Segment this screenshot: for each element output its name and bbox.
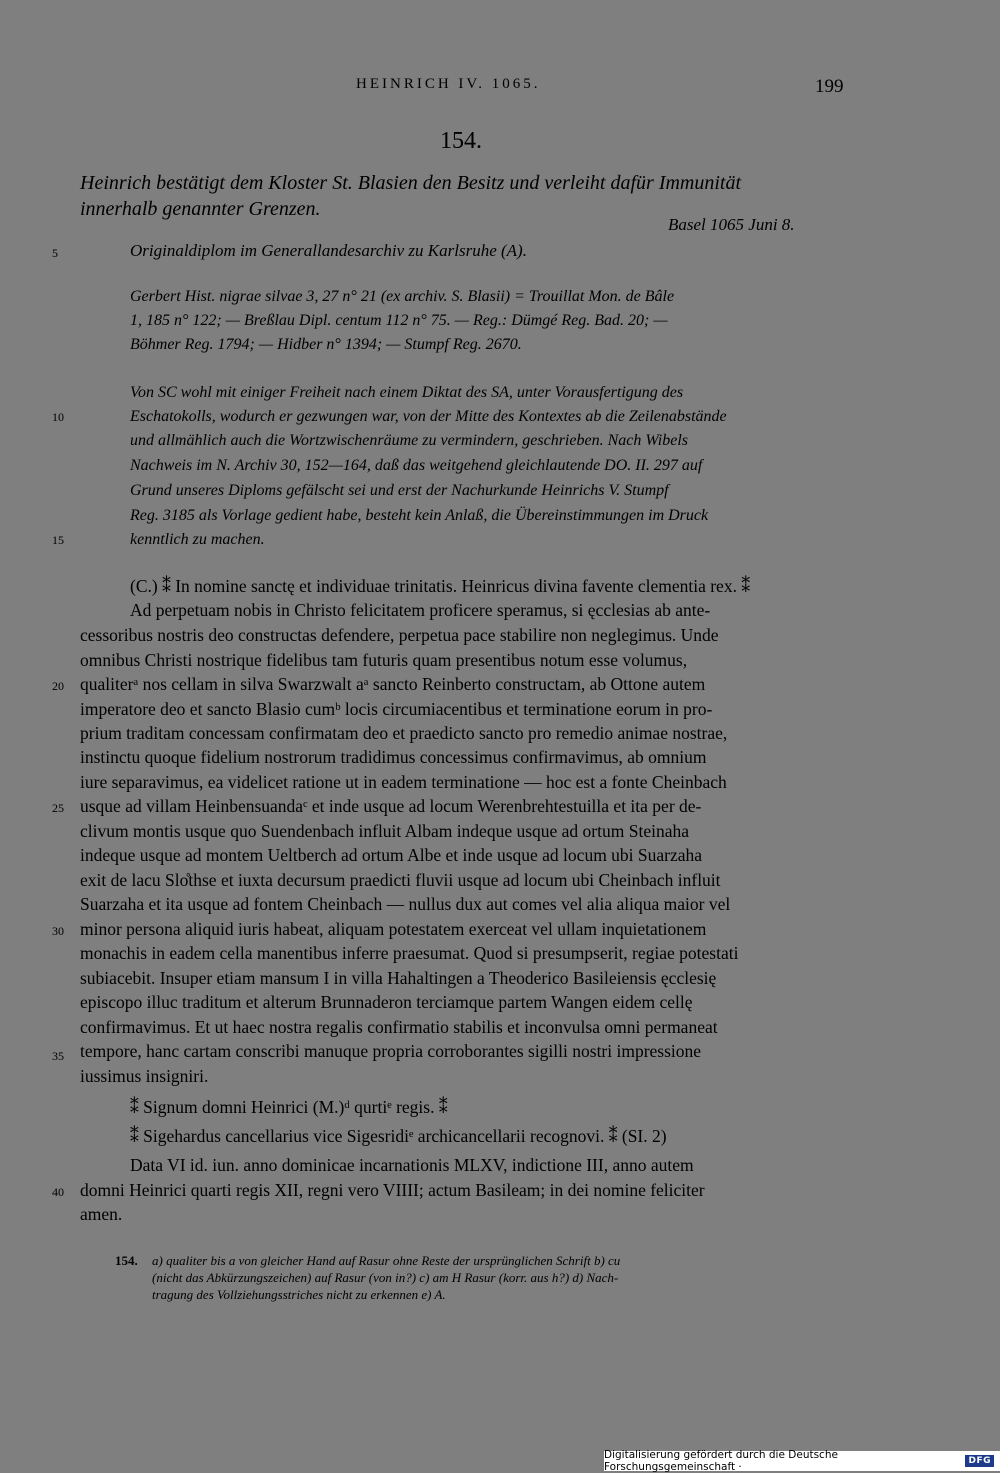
text-line: iussimus insigniri. <box>80 1066 209 1086</box>
text-line: prium traditam concessam confirmatam deo et praedicto sancto pro remedio animae nostrae, <box>80 723 728 743</box>
footnote-line: a) qualiter bis a von gleicher Hand auf Rasur ohne Reste der ursprünglichen Schrift b) cu <box>152 1253 621 1268</box>
dfg-logo: DFG <box>965 1455 994 1467</box>
headline-line: Heinrich bestätigt dem Kloster St. Blasien den Besitz und verleiht dafür Immunität <box>80 172 742 194</box>
footnote-label: 154. <box>115 1253 138 1268</box>
text-line: monachis in eadem cella manentibus inferre praesumat. Quod si presumpserit, regiae potestati <box>80 943 739 963</box>
line-number: 40 <box>52 1185 64 1199</box>
line-number: 5 <box>52 246 58 260</box>
running-head: HEINRICH IV. 1065. <box>356 76 541 92</box>
dating-line: amen. <box>80 1204 123 1224</box>
signum-line: ⁑ Signum domni Heinrici (M.)ᵈ qurtiᵉ regis. ⁑ <box>130 1097 448 1117</box>
line-number: 15 <box>52 533 64 547</box>
text-line: Ad perpetuam nobis in Christo felicitatem proficere speramus, si ęcclesias ab ante- <box>130 600 711 620</box>
commentary-line: Nachweis im N. Archiv 30, 152—164, daß das weitgehend gleichlautende DO. II. 297 auf <box>130 457 703 474</box>
document-number: 154. <box>440 128 482 154</box>
line-number: 10 <box>52 410 64 424</box>
editions-line: 1, 185 n° 122; — Breßlau Dipl. centum 112 n° 75. — Reg.: Dümgé Reg. Bad. 20; — <box>130 312 668 329</box>
page-number: 199 <box>815 76 844 97</box>
text-line: imperatore deo et sancto Blasio cumᵇ locis circumiacentibus et terminatione eorum in pro- <box>80 699 713 719</box>
line-number: 30 <box>52 924 64 938</box>
headline-line: innerhalb genannter Grenzen. <box>80 198 321 220</box>
funding-text: Digitalisierung gefördert durch die Deutsche Forschungsgemeinschaft · <box>604 1449 838 1473</box>
commentary-line: Eschatokolls, wodurch er gezwungen war, von der Mitte des Kontextes ab die Zeilenabstände <box>130 408 727 425</box>
dating-line: Data VI id. iun. anno dominicae incarnationis MLXV, indictione III, anno autem <box>130 1155 694 1175</box>
text-line: tempore, hanc cartam conscribi manuque propria corroborantes sigilli nostri impressione <box>80 1041 702 1061</box>
text-line: omnibus Christi nostrique fidelibus tam futuris quam presentibus notum esse volumus, <box>80 650 688 670</box>
text-line: usque ad villam Heinbensuandaᶜ et inde usque ad locum Werenbrehtestuilla et ita per de- <box>80 796 702 816</box>
editions-line: Gerbert Hist. nigrae silvae 3, 27 n° 21 (ex archiv. S. Blasii) = Trouillat Mon. de Bâle <box>130 288 675 305</box>
text-line: indeque usque ad montem Ueltberch ad ortum Albe et inde usque ad locum ubi Suarzaha <box>80 845 703 865</box>
text-line: episcopo illuc traditum et alterum Brunnaderon terciamque partem Wangen eidem cellę <box>80 992 693 1012</box>
line-number: 20 <box>52 679 64 693</box>
line-number: 25 <box>52 801 64 815</box>
text-line: subiacebit. Insuper etiam mansum I in villa Hahaltingen a Theoderico Basileiensis ęcclesię <box>80 968 717 988</box>
text-line: clivum montis usque quo Suendenbach influit Albam indeque usque ad ortum Steinaha <box>80 821 689 841</box>
editions-line: Böhmer Reg. 1794; — Hidber n° 1394; — Stumpf Reg. 2670. <box>130 336 522 353</box>
text-line: minor persona aliquid iuris habeat, aliquam potestatem exerceat vel ullam inquietationem <box>80 919 707 939</box>
dating-line: domni Heinrici quarti regis XII, regni vero VIIII; actum Basileam; in dei nomine feliciter <box>80 1180 705 1200</box>
text-line: (C.) ⁑ In nomine sanctę et individuae trinitatis. Heinricus divina favente clementia rex. ⁑ <box>130 576 751 596</box>
text-line: qualiterᵃ nos cellam in silva Swarzwalt aᵃ sancto Reinberto constructam, ab Ottone autem <box>80 674 706 694</box>
tradition-note: Originaldiplom im Generallandesarchiv zu Karlsruhe (A). <box>130 241 527 260</box>
funding-banner <box>604 1451 1000 1471</box>
commentary-line: und allmählich auch die Wortzwischenräume zu vermindern, geschrieben. Nach Wibels <box>130 432 688 449</box>
text-line: exit de lacu Slo̊thse et iuxta decursum praedicti fluvii usque ad locum ubi Cheinbach influit <box>80 870 721 890</box>
commentary-line: Von SC wohl mit einiger Freiheit nach einem Diktat des SA, unter Vorausfertigung des <box>130 384 684 401</box>
text-line: instinctu quoque fidelium nostrorum tradidimus concessimus confirmavimus, ab omnium <box>80 747 707 767</box>
line-number: 35 <box>52 1049 64 1063</box>
text-line: confirmavimus. Et ut haec nostra regalis confirmatio stabilis et inconvulsa omni permaneat <box>80 1017 718 1037</box>
footnote-line: tragung des Vollziehungsstriches nicht zu erkennen e) A. <box>152 1287 446 1302</box>
commentary-line: Grund unseres Diploms gefälscht sei und erst der Nachurkunde Heinrichs V. Stumpf <box>130 482 669 499</box>
commentary-line: kenntlich zu machen. <box>130 531 265 548</box>
date-place: Basel 1065 Juni 8. <box>668 215 795 234</box>
text-line: Suarzaha et ita usque ad fontem Cheinbach — nullus dux aut comes vel alia aliqua maior vel <box>80 894 731 914</box>
footnote-line: (nicht das Abkürzungszeichen) auf Rasur (von in?) c) am H Rasur (korr. aus h?) d) Nach- <box>152 1270 619 1285</box>
recognition-line: ⁑ Sigehardus cancellarius vice Sigesridiᵉ archicancellarii recognovi. ⁑ (SI. 2) <box>130 1126 667 1146</box>
commentary-line: Reg. 3185 als Vorlage gedient habe, besteht kein Anlaß, die Übereinstimmungen im Druck <box>130 507 709 524</box>
text-line: cessoribus nostris deo constructas defendere, perpetua pace stabilire non neglegimus. Unde <box>80 625 719 645</box>
text-line: iure separavimus, ea videlicet ratione ut in eadem terminatione — hoc est a fonte Cheinbach <box>80 772 727 792</box>
